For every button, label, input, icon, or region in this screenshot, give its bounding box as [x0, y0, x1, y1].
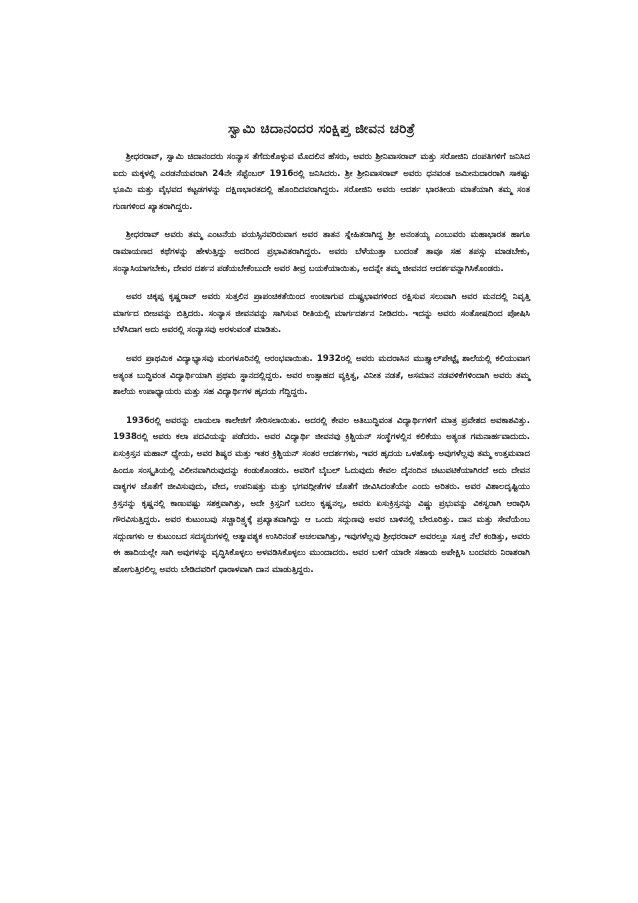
document-page: [113, 121, 530, 591]
paragraph-childhood: ಶ್ರೀಧರರಾವ್ ಅವರು ತಮ್ಮ ಎಂಟನೆಯ ವಯಸ್ಸಿನವರಿರುವಾಗ ಅವರ ತಾತನ ಸ್ನೇಹಿತರಾಗಿದ್ದ ಶ್ರೀ ಅನಂತಯ್ಯ ಎಂಬುವರು ಮಹಾಭಾರತ ಹಾಗೂ ರಾಮಾಯಣದ ಕಥೆಗಳನ್ನು ಹೇಳುತ್ತಿದ್ದು ಅದರಿಂದ ಪ್ರಭಾವಿತರಾಗಿದ್ದರು. ಅವರು ಬೆಳೆಯುತ್ತಾ ಬಂದಂತೆ ತಾವೂ ಸಹ ತಪಸ್ಸು ಮಾಡಬೇಕು, ಸಂನ್ಯಾಸಿಯಾಗಬೇಕು, ದೇವರ ದರ್ಶನ ಪಡೆಯಬೇಕೆಂಬುದೇ ಅವರ ತೀವ್ರ ಬಯಕೆಯಾಯಿತು, ಅದನ್ನೇ ತಮ್ಮ ಜೀವನದ ಆದರ್ಶವನ್ನಾಗಿಸಿಕೊಂಡರು.: [113, 230, 530, 274]
document-title: ಸ್ವಾಮಿ ಚಿದಾನಂದರ ಸಂಕ್ಷಿಪ್ತ ಜೀವನ ಚರಿತ್ರೆ: [227, 121, 416, 137]
paragraph-college: 1936ರಲ್ಲಿ ಅವರನ್ನು ಲಾಯಲಾ ಕಾಲೇಜಿಗೆ ಸೇರಿಸಲಾಯಿತು. ಅದರಲ್ಲಿ ಕೇವಲ ಅತಿಬುದ್ಧಿವಂತ ವಿದ್ಯಾರ್ಥಿಗಳಿಗೆ ಮಾತ್ರ ಪ್ರವೇಶದ ಅವಕಾಶವಿತ್ತು. 1938ರಲ್ಲಿ ಅವರು ಕಲಾ ಪದವಿಯನ್ನು ಪಡೆದರು. ಅವರ ವಿದ್ಯಾರ್ಥಿ ಜೀವನವು ಕ್ರಿಶ್ಚಿಯನ್ ಸಂಸ್ಥೆಗಳಲ್ಲಿನ ಕಲಿಕೆಯು ಅತ್ಯಂತ ಗಮನಾರ್ಹವಾದುದು. ಏಸುಕ್ರಿಸ್ತನ ಮಹಾನ್ ಧ್ಯೇಯ, ಅವರ ಶಿಷ್ಯರ ಮತ್ತು ಇತರ ಕ್ರಿಶ್ಚಿಯನ್ ಸಂತರ ಆದರ್ಶಗಳು, ಇವರ ಹೃದಯ ಒಳಹೊಕ್ಕು ಅವುಗಳೆಲ್ಲವು ತಮ್ಮ ಉತ್ತಮವಾದ ಹಿಂದೂ ಸಂಸ್ಕೃತಿಯಲ್ಲಿ ವಿಲೀನವಾಗಿರುವುದನ್ನು ಕಂಡುಕೊಂಡರು. ಅವರಿಗೆ ಬೈಬಲ್ ಓದುವುದು ಕೇವಲ ದೈನಂದಿನ ಚಟುವಟಿಕೆಯಾಗಿರದೆ ಅದು ದೇವನ ವಾಕ್ಯಗಳ ಜೊತೆಗೆ ಜೀವಿಸುವುದು, ವೇದ, ಉಪನಿಷತ್ತು ಮತ್ತು ಭಗವದ್ಗೀತೆಗಳ ಜೊತೆಗೆ ಜೀವಿಸಿದಂತೆಯೇ ಎಂದು ಅರಿತರು. ಅವರ ವಿಶಾಲದೃಷ್ಟಿಯು ಕ್ರಿಸ್ತನನ್ನು ಕೃಷ್ಣನಲ್ಲಿ ಕಾಣುವಷ್ಟು ಸಶಕ್ತವಾಗಿತ್ತು, ಅದೇ ಕ್ರಿಸ್ತನಿಗೆ ಬದಲು ಕೃಷ್ಣನಲ್ಲ, ಅವರು ಏಸುಕ್ರಿಸ್ತನನ್ನು ವಿಷ್ಣು ಪ್ರಭುವನ್ನು ವಿಕಸ್ವರಾಗಿ ಆರಾಧಿಸಿ ಗೌರವಿಸುತ್ತಿದ್ದರು. ಅವರ ಕುಟುಂಬವು ಸಚ್ಚಾರಿತ್ರ್ಯಕ್ಕೆ ಪ್ರಖ್ಯಾತವಾಗಿದ್ದು ಆ ಒಂದು ಸದ್ಗುಣವು ಅವರ ಬಾಳಿನಲ್ಲಿ ಬೇರೂರಿತ್ತು. ದಾನ ಮತ್ತು ಸೇವೆಯೆಂಬ ಸದ್ಗುಣಗಳು ಆ ಕುಟುಂಬದ ಸದಸ್ಯರುಗಳಲ್ಲಿ ಆತ್ಮಾವಶ್ಯಕ ಉಸಿರಿನಂತೆ ಅಚಲವಾಗಿತ್ತು, ಇವುಗಳೆಲ್ಲವು ಶ್ರೀಧರರಾವ್ ಅವರಲ್ಲೂ ಸೂಕ್ತ ನೆಲೆ ಕಂಡಿತ್ತು, ಅವರು ಈ ಹಾದಿಯಲ್ಲೇ ಸಾಗಿ ಅವುಗಳನ್ನು ವೃದ್ಧಿಸಿಕೊಳ್ಳಲು ಅಳವಡಿಸಿಕೊಳ್ಳಲು ಮುಂದಾದರು. ಅವರ ಬಳಿಗೆ ಯಾರೇ ಸಹಾಯ ಅಪೇಕ್ಷಿಸಿ ಬಂದವರು ನಿರಾಶರಾಗಿ ಹೋಗುತ್ತಿರಲಿಲ್ಲ ಅವರು ಬೇಡಿದವರಿಗೆ ಧಾರಾಳವಾಗಿ ದಾನ ಮಾಡುತ್ತಿದ್ದರು.: [113, 415, 530, 576]
paragraph-education: ಅವರ ಪ್ರಾಥಮಿಕ ವಿದ್ಯಾಭ್ಯಾಸವು ಮಂಗಳೂರಿನಲ್ಲಿ ಆರಂಭವಾಯಿತು. 1932ರಲ್ಲಿ ಅವರು ಮದರಾಸಿನ ಮುತ್ತ್ಯಾಲ್‌ಪೇಟ್ಟೈ ಶಾಲೆಯಲ್ಲಿ ಕಲಿಯುವಾಗ ಅತ್ಯಂತ ಬುದ್ಧಿವಂತ ವಿದ್ಯಾರ್ಥಿಯಾಗಿ ಪ್ರಥಮ ಸ್ಥಾನದಲ್ಲಿದ್ದರು. ಅವರ ಉತ್ಸಾಹದ ವ್ಯಕ್ತಿತ್ವ, ವಿನೀತ ನಡತೆ, ಅಸಮಾನ ನಡವಳಿಕೆಗಳಿಂದಾಗಿ ಅವರು ತಮ್ಮ ಶಾಲೆಯ ಉಪಾಧ್ಯಾಯರು ಮತ್ತು ಸಹ ವಿದ್ಯಾರ್ಥಿಗಳ ಹೃದಯ ಗೆದ್ದಿದ್ದರು.: [113, 353, 530, 398]
paragraph-uncle: ಅವರ ಚಿಕ್ಕಪ್ಪ ಕೃಷ್ಣರಾವ್ ಅವರು ಸುತ್ತಲಿನ ಪ್ರಾಪಂಚಿಕತೆಯಿಂದ ಉಂಟಾಗುವ ದುಷ್ಪ್ರಭಾವಗಳಿಂದ ರಕ್ಷಿಸುವ ಸಲುವಾಗಿ ಅವರ ಮನದಲ್ಲಿ ನಿವೃತ್ತಿ ಮಾರ್ಗದ ಬೀಜವನ್ನು ಬಿತ್ತಿದರು. ಸಂನ್ಯಾಸ ಜೀವನವನ್ನು ಸಾಗಿಸುವ ರೀತಿಯಲ್ಲಿ ಮಾರ್ಗದರ್ಶನ ನೀಡಿದರು. ಇದನ್ನು ಅವರು ಸಂತೋಷದಿಂದ ಪೋಷಿಸಿ ಬೆಳೆಸಿದಾಗ ಅದು ಅವರಲ್ಲಿ ಸಂನ್ಯಾಸವು ಅರಳುವಂತೆ ಮಾಡಿತು.: [113, 292, 530, 336]
paragraph-birth: ಶ್ರೀಧರರಾವ್, ಸ್ವಾಮಿ ಚಿದಾನಂದರು ಸಂನ್ಯಾಸ ತೆಗೆದುಕೊಳ್ಳುವ ಮೊದಲಿನ ಹೆಸರು, ಅವರು ಶ್ರೀನಿವಾಸರಾವ್ ಮತ್ತು ಸರೋಜಿನಿ ದಂಪತಿಗಳಿಗೆ ಜನಿಸಿದ ಐದು ಮಕ್ಕಳಲ್ಲಿ ಎರಡನೆಯವರಾಗಿ 24ನೇ ಸೆಪ್ಟೆಂಬರ್ 1916ರಲ್ಲಿ ಜನಿಸಿದರು. ಶ್ರೀ ಶ್ರೀನಿವಾಸರಾವ್ ಅವರು ಧನವಂತ ಜಮೀನುದಾರರಾಗಿ ಸಾಕಷ್ಟು ಭೂಮಿ ಮತ್ತು ವೈಭವದ ಕಟ್ಟಡಗಳನ್ನು ದಕ್ಷಿಣಭಾರತದಲ್ಲಿ ಹೊಂದಿದವರಾಗಿದ್ದರು. ಸರೋಜಿನಿ ಅವರು ಆದರ್ಶ ಭಾರತೀಯ ಮಾತೆಯಾಗಿ ತಮ್ಮ ಸಂತ ಗುಣಗಳಿಂದ ಖ್ಯಾತರಾಗಿದ್ದರು.: [113, 152, 530, 212]
